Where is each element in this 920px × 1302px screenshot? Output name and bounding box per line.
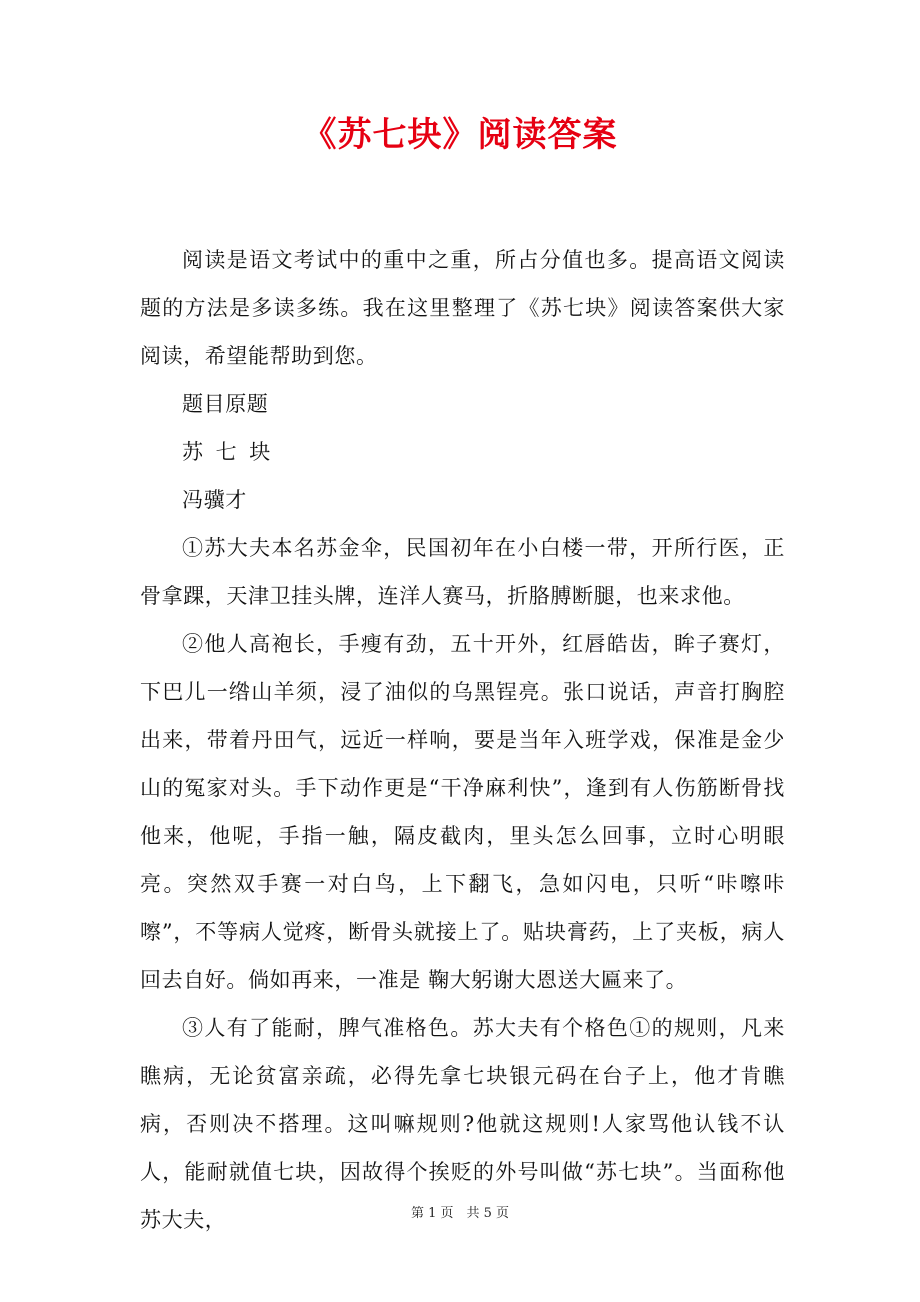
intro-paragraph: 阅读是语文考试中的重中之重，所占分值也多。提高语文阅读题的方法是多读多练。我在这里整理了《苏七块》阅读答案供大家阅读，希望能帮助到您。 xyxy=(140,248,785,368)
story-title: 苏七块 xyxy=(182,440,283,464)
section-heading: 题目原题 xyxy=(182,392,269,416)
paragraph-1: ①苏大夫本名苏金伞，民国初年在小白楼一带，开所行医，正骨拿踝，天津卫挂头牌，连洋人赛马，折胳膊断腿，也来求他。 xyxy=(140,536,785,608)
page-footer: 第 1 页 共 5 页 xyxy=(410,1206,510,1221)
paragraph-2: ②他人高袍长，手瘦有劲，五十开外，红唇皓齿，眸子赛灯，下巴儿一绺山羊须，浸了油似的乌黑锃亮。张口说话，声音打胸腔出来，带着丹田气，远近一样响，要是当年入班学戏，保准是金少山的冤家对头。手下动作更是“干净麻利快”，逢到有人伤筋断骨找他来，他呢，手指一触，隔皮截肉，里头怎么回事，立时心明眼亮。突然双手赛一对白鸟，上下翻飞，急如闪电，只听“咔嚓咔嚓”，不等病人觉疼，断骨头就接上了。贴块膏药，上了夹板，病人回去自好。倘如再来，一准是 鞠大躬谢大恩送大匾来了。 xyxy=(140,632,785,992)
story-author: 冯骥才 xyxy=(182,488,247,512)
paragraph-3: ③人有了能耐，脾气准格色。苏大夫有个格色①的规则，凡来瞧病，无论贫富亲疏，必得先拿七块银元码在台子上，他才肯瞧病，否则决不搭理。这叫嘛规则?他就这规则!人家骂他认钱不认人，能耐就值七块，因故得个挨贬的外号叫做“苏七块”。当面称他苏大夫， xyxy=(140,1016,785,1232)
document-body xyxy=(140,236,785,1244)
document-title: 《苏七块》阅读答案 xyxy=(302,115,618,155)
